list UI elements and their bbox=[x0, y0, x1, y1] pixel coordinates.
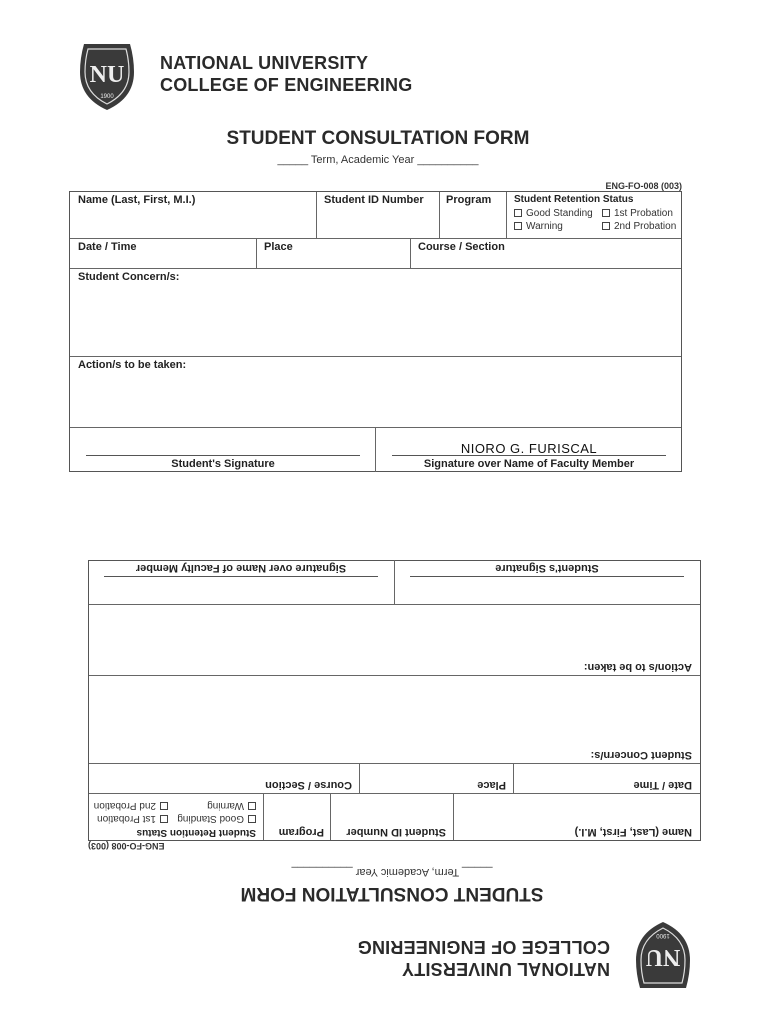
course-section-label: Course / Section bbox=[418, 241, 505, 253]
university-name bbox=[160, 52, 412, 96]
warning-label: Warning bbox=[207, 800, 244, 811]
good-standing-label: Good Standing bbox=[177, 813, 244, 824]
retention-options bbox=[514, 207, 593, 233]
logo-letters: NU bbox=[645, 944, 681, 970]
logo-year: 1900 bbox=[656, 932, 670, 938]
university-name bbox=[358, 936, 610, 980]
university-line-2: COLLEGE OF ENGINEERING bbox=[357, 937, 610, 957]
form-title: STUDENT CONSULTATION FORM bbox=[226, 128, 530, 149]
retention-status-label: Student Retention Status bbox=[514, 194, 634, 205]
probation-options bbox=[602, 207, 676, 233]
good-standing-label: Good Standing bbox=[526, 208, 593, 219]
place-label: Place bbox=[477, 779, 506, 791]
first-probation-checkbox[interactable] bbox=[602, 209, 610, 217]
date-time-label: Date / Time bbox=[78, 241, 137, 253]
second-probation-checkbox[interactable] bbox=[602, 222, 610, 230]
program-field-label: Program bbox=[278, 826, 324, 838]
good-standing-checkbox[interactable] bbox=[514, 209, 522, 217]
second-probation-label: 2nd Probation bbox=[93, 800, 156, 811]
faculty-signature-line bbox=[104, 576, 378, 577]
name-field-label: Name (Last, First, M.I.) bbox=[574, 826, 692, 838]
date-time-label: Date / Time bbox=[633, 779, 692, 791]
program-field-label: Program bbox=[446, 194, 492, 206]
retention-options bbox=[177, 799, 256, 825]
faculty-signature-line bbox=[392, 455, 666, 456]
first-probation-checkbox[interactable] bbox=[160, 815, 168, 823]
form-copy-lower-inverted bbox=[2, 520, 768, 1032]
logo-year: 1900 bbox=[100, 94, 114, 100]
university-logo-icon bbox=[632, 920, 694, 994]
warning-checkbox[interactable] bbox=[248, 802, 256, 810]
university-line-1: NATIONAL UNIVERSITY bbox=[160, 53, 369, 73]
actions-label: Action/s to be taken: bbox=[78, 359, 187, 371]
faculty-signature-label: Signature over Name of Faculty Member bbox=[135, 562, 347, 574]
warning-label: Warning bbox=[526, 221, 563, 232]
consultation-table bbox=[88, 560, 701, 841]
student-concerns-label: Student Concern/s: bbox=[78, 271, 180, 283]
logo-letters: NU bbox=[89, 62, 125, 88]
place-label: Place bbox=[264, 241, 293, 253]
faculty-name: NIORO G. FURISCAL bbox=[460, 441, 598, 456]
student-signature-line bbox=[86, 455, 360, 456]
first-probation-label: 1st Probation bbox=[614, 208, 673, 219]
form-code: ENG-FO-008 (003) bbox=[605, 181, 682, 191]
student-signature-label: Student's Signature bbox=[171, 458, 275, 470]
retention-status-label: Student Retention Status bbox=[136, 827, 256, 838]
name-field-label: Name (Last, First, M.I.) bbox=[78, 194, 196, 206]
university-line-1: NATIONAL UNIVERSITY bbox=[401, 959, 610, 979]
student-id-field-label: Student ID Number bbox=[324, 194, 424, 206]
faculty-signature-label: Signature over Name of Faculty Member bbox=[423, 458, 635, 470]
student-signature-line bbox=[410, 576, 684, 577]
student-signature-label: Student's Signature bbox=[495, 562, 599, 574]
course-section-label: Course / Section bbox=[265, 779, 352, 791]
term-line: _____ Term, Academic Year __________ bbox=[277, 154, 479, 166]
student-id-field-label: Student ID Number bbox=[346, 826, 446, 838]
second-probation-label: 2nd Probation bbox=[614, 221, 677, 232]
first-probation-label: 1st Probation bbox=[97, 813, 156, 824]
warning-checkbox[interactable] bbox=[514, 222, 522, 230]
form-code: ENG-FO-008 (003) bbox=[88, 841, 165, 851]
actions-label: Action/s to be taken: bbox=[583, 661, 692, 673]
university-logo-icon bbox=[76, 38, 138, 112]
good-standing-checkbox[interactable] bbox=[248, 815, 256, 823]
form-title: STUDENT CONSULTATION FORM bbox=[240, 883, 544, 904]
probation-options bbox=[94, 799, 168, 825]
student-concerns-label: Student Concern/s: bbox=[590, 749, 692, 761]
university-line-2: COLLEGE OF ENGINEERING bbox=[160, 75, 413, 95]
term-line: _____ Term, Academic Year __________ bbox=[291, 866, 493, 878]
second-probation-checkbox[interactable] bbox=[160, 802, 168, 810]
form-copy-upper bbox=[0, 0, 768, 512]
consultation-table bbox=[69, 191, 682, 472]
